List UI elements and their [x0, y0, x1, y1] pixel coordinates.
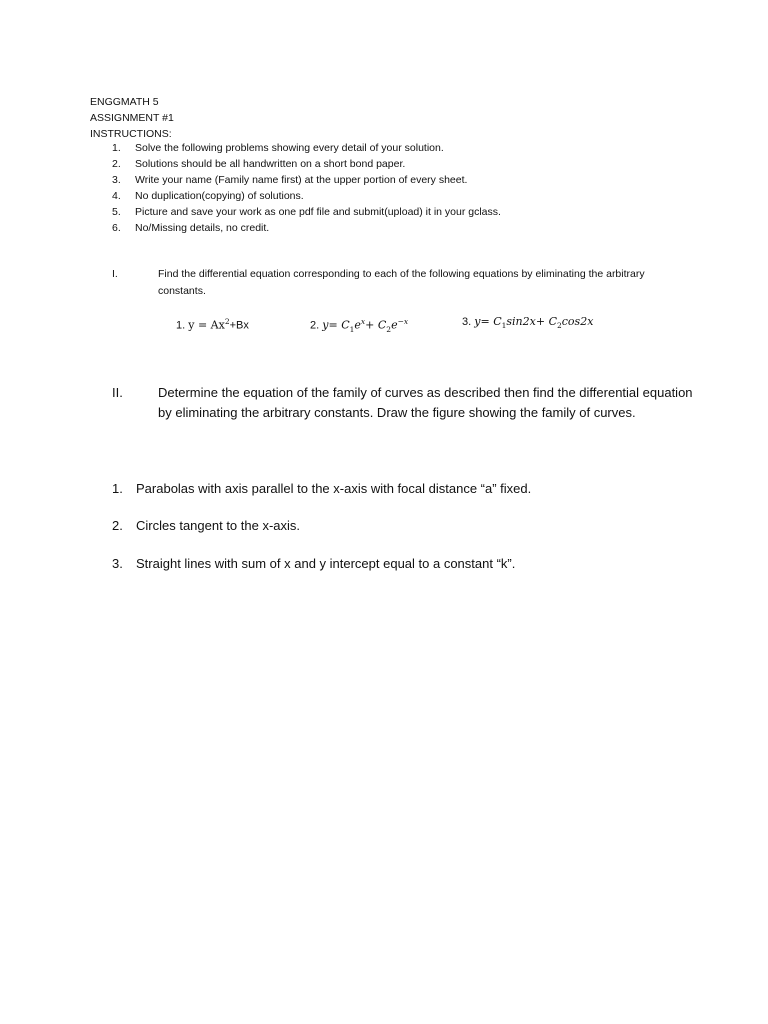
equation-subscript: 2: [386, 324, 392, 334]
equation-prefix: y=: [322, 318, 342, 332]
equation-constant: C: [377, 318, 387, 332]
equation-base: e: [354, 318, 361, 332]
equation-plus: +: [535, 315, 549, 328]
equation-subscript: 2: [556, 321, 562, 331]
section2-numeral: II.: [112, 385, 123, 400]
problem-text: Circles tangent to the x-axis.: [136, 518, 301, 533]
equation-number: 1.: [176, 319, 186, 332]
instruction-text: Solutions should be all handwritten on a short bond paper.: [135, 158, 406, 170]
equation-subscript: 1: [501, 321, 507, 331]
equation-plus: +: [365, 318, 378, 332]
section2-text: Determine the equation of the family of curves as described then find the differential equation by eliminating the arbitrary constants. Draw the figure showing the family of curves.: [158, 385, 693, 420]
equation-number: 2.: [310, 319, 320, 332]
equation-prefix: y=: [474, 315, 494, 328]
instruction-number: 2.: [112, 158, 121, 170]
equation-base: e: [391, 318, 398, 332]
equation-text: y = Ax: [188, 318, 225, 332]
equation-subscript: 1: [349, 324, 355, 334]
equation-function: sin2x: [506, 315, 536, 328]
equation-constant: C: [341, 318, 350, 332]
instruction-text: Picture and save your work as one pdf file and submit(upload) it in your gclass.: [135, 206, 501, 218]
instruction-number: 6.: [112, 222, 121, 234]
equation-constant: C: [493, 315, 502, 328]
equation-exponent: x: [360, 317, 366, 326]
instruction-number: 1.: [112, 142, 121, 154]
section1-text: Find the differential equation corresponding to each of the following equations by eliminating the arbitrary constants.: [158, 268, 645, 297]
equation-function: cos2x: [561, 315, 594, 328]
problem-number: 2.: [112, 518, 123, 533]
equation-constant: C: [548, 315, 557, 328]
equation-1: [176, 314, 249, 334]
instruction-number: 3.: [112, 174, 121, 186]
instructions-heading: INSTRUCTIONS:: [90, 128, 172, 140]
problem-number: 1.: [112, 481, 123, 496]
equation-exponent: −x: [397, 317, 409, 326]
problem-number: 3.: [112, 556, 123, 571]
instruction-text: Write your name (Family name first) at the upper portion of every sheet.: [135, 174, 468, 186]
instruction-text: No duplication(copying) of solutions.: [135, 190, 304, 202]
equation-number: 3.: [462, 316, 472, 328]
instruction-text: Solve the following problems showing every detail of your solution.: [135, 142, 444, 154]
equation-2: [310, 314, 408, 338]
course-code: ENGGMATH 5: [90, 96, 159, 108]
instruction-text: No/Missing details, no credit.: [135, 222, 270, 234]
section1-numeral: I.: [112, 268, 118, 280]
problem-text: Parabolas with axis parallel to the x-axis with focal distance “a” fixed.: [136, 481, 532, 496]
instruction-number: 4.: [112, 190, 121, 202]
equation-exponent: 2: [224, 317, 230, 326]
assignment-title: ASSIGNMENT #1: [90, 112, 174, 124]
problem-text: Straight lines with sum of x and y intercept equal to a constant “k”.: [136, 556, 516, 571]
instruction-number: 5.: [112, 206, 121, 218]
equation-text: +Bx: [229, 319, 249, 332]
equation-3: [462, 314, 593, 334]
